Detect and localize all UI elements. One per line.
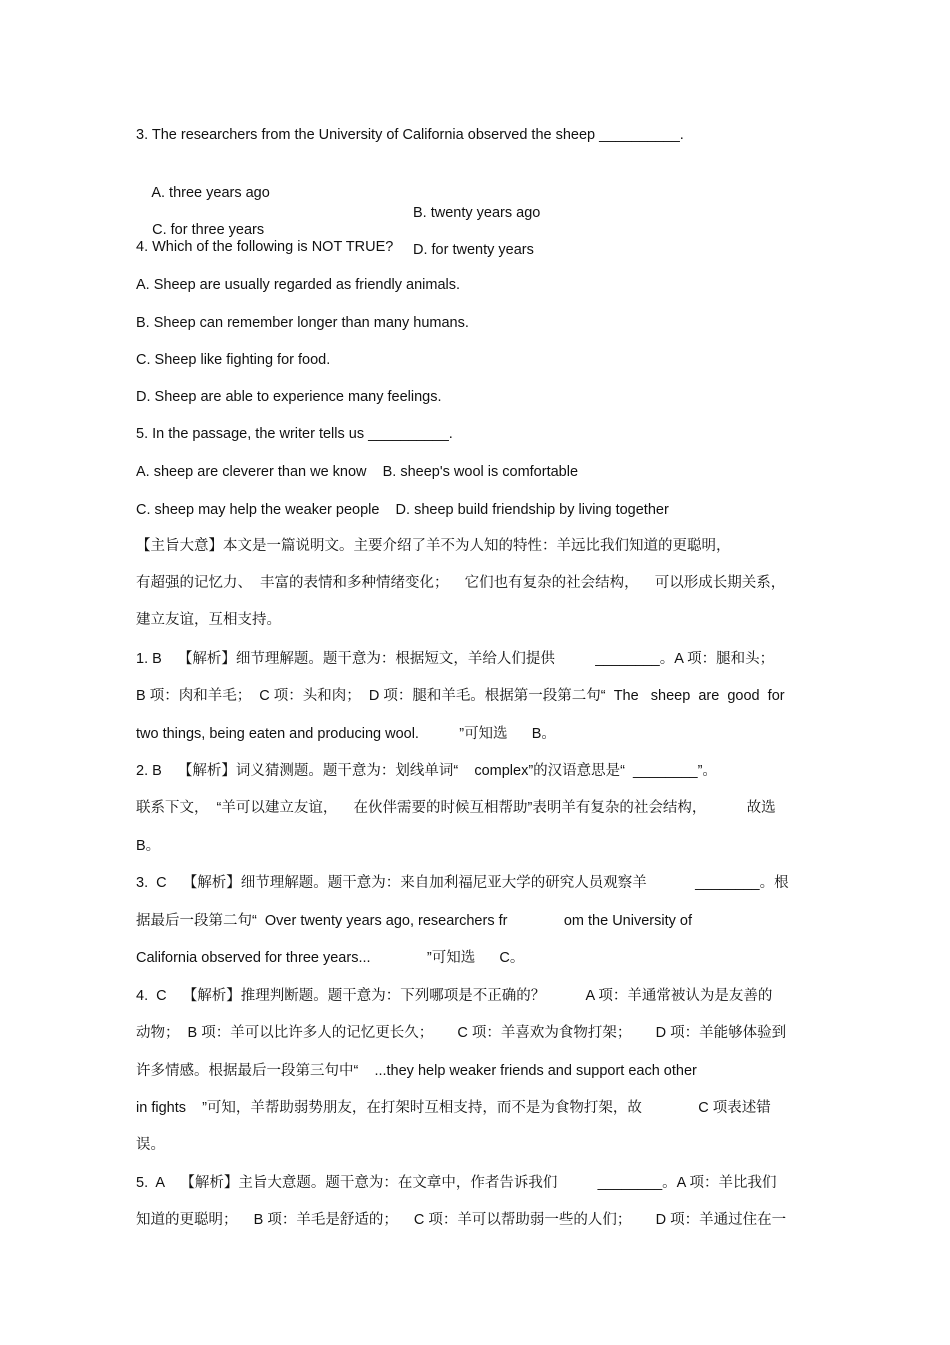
question-4-option-b: B. Sheep can remember longer than many humans. [136,315,469,331]
question-3-option-a: A. three years ago [151,185,270,201]
question-4-option-a: A. Sheep are usually regarded as friendly animals. [136,277,461,293]
analysis-line-10: 3. C 【解析】细节理解题。题干意为：来自加利福尼亚大学的研究人员观察羊 ________。根 [136,875,789,891]
analysis-line-14: 动物； B 项：羊可以比许多人的记忆更长久； C 项：羊喜欢为食物打架； D 项：羊能够体验到 [136,1025,787,1041]
analysis-line-3: 建立友谊，互相支持。 [136,612,281,628]
analysis-line-4: 1. B 【解析】细节理解题。题干意为：根据短文，羊给人们提供 ________。A 项：腿和头； [136,651,775,667]
analysis-line-9: B。 [136,838,161,854]
question-5-options-line-2: C. sheep may help the weaker people D. sheep build friendship by living together [136,502,669,518]
analysis-line-16: in fights ”可知，羊帮助弱势朋友，在打架时互相支持，而不是为食物打架，故 C 项表述错 [136,1100,771,1116]
analysis-line-15: 许多情感。根据最后一段第三句中“ ...they help weaker friends and support each other [136,1063,697,1079]
analysis-line-8: 联系下文， “羊可以建立友谊， 在伙伴需要的时候互相帮助”表明羊有复杂的社会结构， 故选 [136,800,776,816]
analysis-line-12: California observed for three years... ”可知选 C。 [136,950,525,966]
question-4-option-c: C. Sheep like fighting for food. [136,352,331,368]
analysis-line-6: two things, being eaten and producing wool. ”可知选 B。 [136,726,556,742]
question-3-stem: 3. The researchers from the University of California observed the sheep __________. [136,127,684,143]
question-5-options-line-1: A. sheep are cleverer than we know B. sheep's wool is comfortable [136,464,579,480]
analysis-line-18: 5. A 【解析】主旨大意题。题干意为：在文章中，作者告诉我们 ________。A 项：羊比我们 [136,1175,777,1191]
analysis-line-13: 4. C 【解析】推理判断题。题干意为：下列哪项是不正确的？ A 项：羊通常被认为是友善的 [136,988,773,1004]
analysis-line-7: 2. B 【解析】词义猜测题。题干意为：划线单词“ complex”的汉语意思是“ ________”。 [136,763,717,779]
analysis-line-2: 有超强的记忆力、 丰富的表情和多种情绪变化； 它们也有复杂的社会结构， 可以形成长期关系， [136,575,786,591]
question-4-stem: 4. Which of the following is NOT TRUE? [136,239,394,255]
question-4-option-d: D. Sheep are able to experience many feelings. [136,389,442,405]
analysis-line-19: 知道的更聪明； B 项：羊毛是舒适的； C 项：羊可以帮助弱一些的人们； D 项：羊通过住在一 [136,1212,787,1228]
question-3-option-c: C. for three years [152,222,265,238]
analysis-line-11: 据最后一段第二句“ Over twenty years ago, researchers fr om the University of [136,913,692,929]
question-3-option-d: D. for twenty years [413,242,534,258]
analysis-line-17: 误。 [136,1137,165,1153]
question-5-stem: 5. In the passage, the writer tells us __________. [136,426,453,442]
analysis-line-1: 【主旨大意】本文是一篇说明文。主要介绍了羊不为人知的特性：羊远比我们知道的更聪明， [136,538,731,554]
analysis-line-5: B 项：肉和羊毛； C 项：头和肉； D 项：腿和羊毛。根据第一段第二句“ The sheep are good for [136,688,785,704]
question-3-option-b: B. twenty years ago [413,205,541,221]
